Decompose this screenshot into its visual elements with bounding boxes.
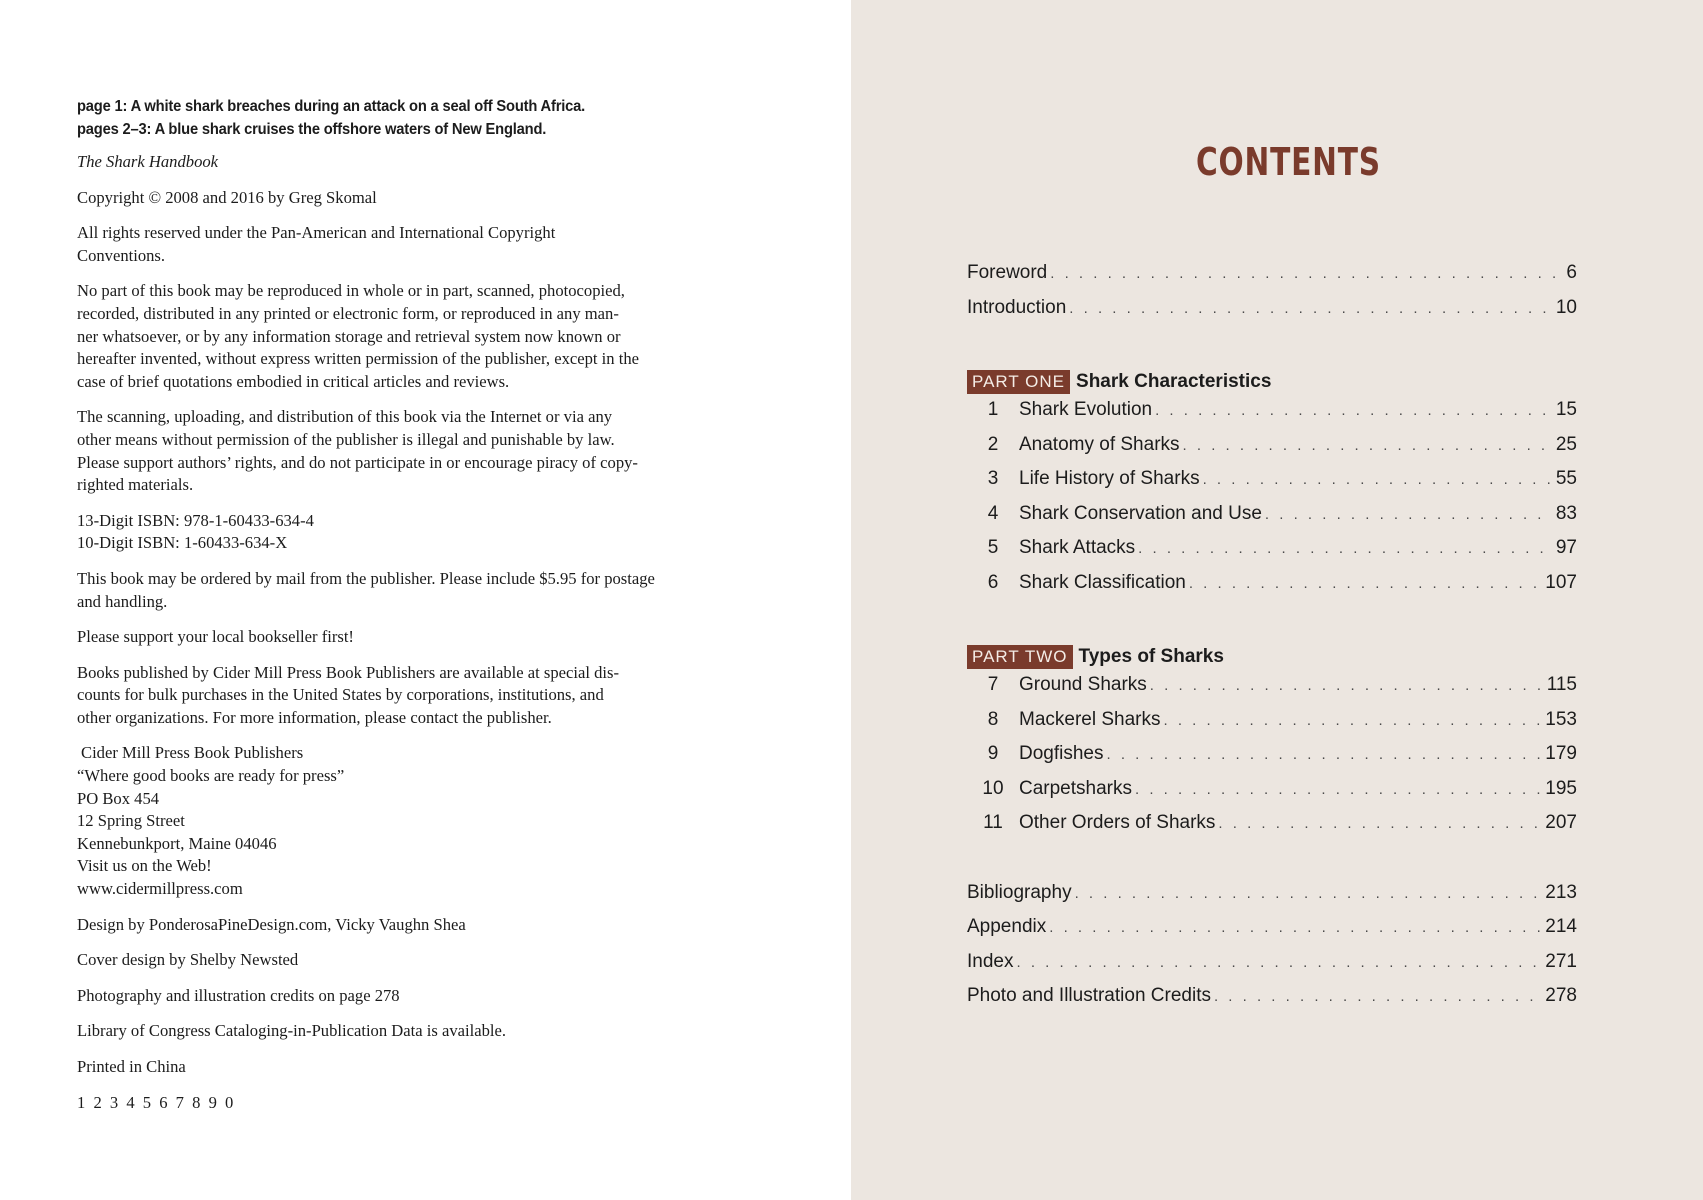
chapter-number: 1	[987, 399, 999, 420]
rights-line: Conventions.	[77, 245, 166, 265]
toc-label: Shark Conservation and Use	[1019, 502, 1262, 524]
toc-label: Life History of Sharks	[1019, 468, 1200, 489]
toc-label: Appendix	[967, 916, 1047, 937]
toc-label: Dogfishes	[1019, 743, 1104, 764]
toc-label: Shark Classification	[1019, 571, 1186, 593]
reproduction-paragraph	[77, 280, 742, 393]
publisher-city: Kennebunkport, Maine 04046	[77, 833, 277, 853]
toc-chapter-10	[967, 778, 1577, 813]
dot-leader	[1155, 402, 1553, 419]
toc-label: Shark Evolution	[1019, 399, 1153, 420]
toc-label: Other Orders of Sharks	[1019, 812, 1216, 833]
chapter-number: 6	[987, 571, 999, 593]
table-of-contents	[967, 262, 1577, 1020]
order-line: This book may be ordered by mail from the publisher. Please include $5.95 for postage	[77, 568, 655, 588]
printing-line: 1 2 3 4 5 6 7 8 9 0	[77, 1092, 236, 1112]
toc-chapter-1	[967, 399, 1577, 434]
toc-page: 55	[1555, 468, 1577, 489]
dot-leader	[1016, 954, 1542, 971]
copyright-line: Copyright © 2008 and 2016 by Greg Skomal	[77, 187, 377, 207]
publisher-address	[77, 742, 742, 900]
scanning-line: other means without permission of the publisher is illegal and punishable by law.	[77, 429, 615, 449]
chapter-number: 9	[987, 743, 999, 764]
caption-line: pages 2–3: A blue shark cruises the offshore waters of New England.	[77, 121, 547, 138]
bulk-paragraph	[77, 662, 742, 730]
dot-leader	[1203, 471, 1553, 488]
toc-label: Photo and Illustration Credits	[967, 985, 1211, 1006]
toc-label: Foreword	[967, 262, 1048, 283]
toc-label: Shark Attacks	[1019, 537, 1136, 558]
publisher-po-box: PO Box 454	[77, 788, 160, 808]
dot-leader	[1049, 919, 1542, 936]
publisher-street: 12 Spring Street	[77, 811, 185, 831]
dot-leader	[1164, 712, 1543, 729]
part-one-tag: PART ONE	[967, 370, 1070, 394]
bulk-line: counts for bulk purchases in the United States by corporations, institutions, and	[77, 685, 604, 705]
toc-page: 195	[1545, 777, 1577, 799]
chapter-number: 4	[987, 502, 999, 524]
toc-chapter-5	[967, 537, 1577, 572]
order-paragraph	[77, 568, 742, 613]
toc-chapter-8	[967, 709, 1577, 744]
publisher-slogan: “Where good books are ready for press”	[77, 766, 345, 786]
scanning-line: The scanning, uploading, and distribution of this book via the Internet or via any	[77, 407, 613, 427]
order-line: and handling.	[77, 591, 168, 611]
toc-chapter-2	[967, 434, 1577, 469]
toc-chapter-4	[967, 503, 1577, 538]
chapter-number: 8	[987, 708, 999, 730]
toc-page: 278	[1545, 985, 1577, 1006]
toc-label: Carpetsharks	[1019, 777, 1132, 799]
chapter-number: 5	[987, 537, 999, 558]
reproduction-line: recorded, distributed in any printed or electronic form, or reproduced in any man-	[77, 303, 619, 323]
support-line: Please support your local bookseller first!	[77, 627, 354, 647]
toc-page: 115	[1546, 674, 1577, 695]
toc-chapter-6	[967, 572, 1577, 607]
dot-leader	[1135, 781, 1542, 798]
publisher-web-prompt: Visit us on the Web!	[77, 856, 212, 876]
section-spacer	[967, 847, 1577, 882]
chapter-number: 3	[987, 468, 999, 489]
toc-entry-appendix	[967, 916, 1577, 951]
caption-line: page 1: A white shark breaches during an attack on a seal off South Africa.	[77, 98, 586, 115]
scanning-line: Please support authors’ rights, and do not participate in or encourage piracy of copy-	[77, 452, 638, 472]
toc-chapter-3	[967, 468, 1577, 503]
toc-page: 179	[1545, 743, 1577, 764]
dot-leader	[1265, 506, 1553, 523]
dot-leader	[1183, 437, 1553, 454]
toc-page: 97	[1555, 537, 1577, 558]
book-title: The Shark Handbook	[77, 152, 219, 171]
toc-label: Bibliography	[967, 881, 1072, 903]
part-one-title: Shark Characteristics	[1076, 371, 1272, 392]
chapter-number: 7	[987, 674, 999, 695]
dot-leader	[1150, 677, 1544, 694]
toc-page: 214	[1545, 916, 1577, 937]
toc-entry-credits	[967, 985, 1577, 1020]
isbn-13: 13-Digit ISBN: 978-1-60433-634-4	[77, 510, 314, 530]
toc-page: 107	[1545, 571, 1577, 593]
toc-label: Anatomy of Sharks	[1019, 433, 1180, 455]
publisher-website: www.cidermillpress.com	[77, 879, 243, 899]
dot-leader	[1050, 265, 1563, 282]
dot-leader	[1069, 300, 1553, 317]
chapter-number: 10	[982, 777, 1004, 799]
isbn-10: 10-Digit ISBN: 1-60433-634-X	[77, 533, 288, 553]
bulk-line: Books published by Cider Mill Press Book Publishers are available at special dis-	[77, 662, 619, 682]
part-one-heading	[967, 365, 1577, 399]
scanning-line: righted materials.	[77, 475, 194, 495]
toc-page: 207	[1545, 812, 1577, 833]
dot-leader	[1075, 885, 1543, 902]
reproduction-line: ner whatsoever, or by any information storage and retrieval system now known or	[77, 326, 621, 346]
toc-chapter-9	[967, 743, 1577, 778]
toc-page: 6	[1566, 262, 1577, 283]
part-two-title: Types of Sharks	[1078, 646, 1224, 667]
cover-credit: Cover design by Shelby Newsted	[77, 950, 299, 970]
reproduction-line: No part of this book may be reproduced in whole or in part, scanned, photocopied,	[77, 281, 625, 301]
dot-leader	[1138, 540, 1553, 557]
design-credit: Design by PonderosaPineDesign.com, Vicky Vaughn Shea	[77, 914, 466, 934]
toc-label: Ground Sharks	[1019, 674, 1147, 695]
toc-page: 213	[1545, 881, 1577, 903]
rights-line: All rights reserved under the Pan-American and International Copyright	[77, 223, 556, 243]
dot-leader	[1107, 746, 1543, 763]
toc-label: Introduction	[967, 296, 1067, 318]
printed-in: Printed in China	[77, 1057, 186, 1076]
toc-page: 10	[1555, 296, 1577, 318]
photo-captions	[77, 95, 689, 141]
toc-label: Index	[967, 950, 1014, 972]
dot-leader	[1214, 988, 1542, 1005]
loc-note: Library of Congress Cataloging-in-Publication Data is available.	[77, 1021, 507, 1041]
copyright-text-block	[77, 95, 742, 1127]
contents-title: CONTENTS	[1196, 140, 1381, 184]
rights-paragraph	[77, 222, 742, 267]
toc-page: 83	[1555, 502, 1577, 524]
part-two-heading	[967, 640, 1577, 674]
reproduction-line: case of brief quotations embodied in critical articles and reviews.	[77, 371, 510, 391]
toc-entry-index	[967, 951, 1577, 986]
toc-page: 153	[1545, 708, 1577, 730]
publisher-name: Cider Mill Press Book Publishers	[81, 743, 304, 763]
dot-leader	[1189, 575, 1542, 592]
chapter-number: 11	[983, 812, 1003, 833]
isbn-block	[77, 510, 742, 555]
reproduction-line: hereafter invented, without express written permission of the publisher, except in the	[77, 349, 639, 369]
copyright-page	[0, 0, 851, 1200]
toc-page: 271	[1545, 950, 1577, 972]
toc-entry-bibliography	[967, 882, 1577, 917]
toc-page: 15	[1555, 399, 1577, 420]
dot-leader	[1218, 815, 1542, 832]
toc-label: Mackerel Sharks	[1019, 708, 1161, 730]
photo-credit-note: Photography and illustration credits on page 278	[77, 985, 400, 1005]
toc-page: 25	[1555, 433, 1577, 455]
toc-entry-introduction	[967, 297, 1577, 332]
toc-chapter-11	[967, 812, 1577, 847]
toc-entry-foreword	[967, 262, 1577, 297]
toc-chapter-7	[967, 674, 1577, 709]
bulk-line: other organizations. For more information, please contact the publisher.	[77, 707, 552, 727]
part-two-tag: PART TWO	[967, 645, 1073, 669]
scanning-paragraph	[77, 406, 742, 496]
chapter-number: 2	[987, 433, 999, 455]
